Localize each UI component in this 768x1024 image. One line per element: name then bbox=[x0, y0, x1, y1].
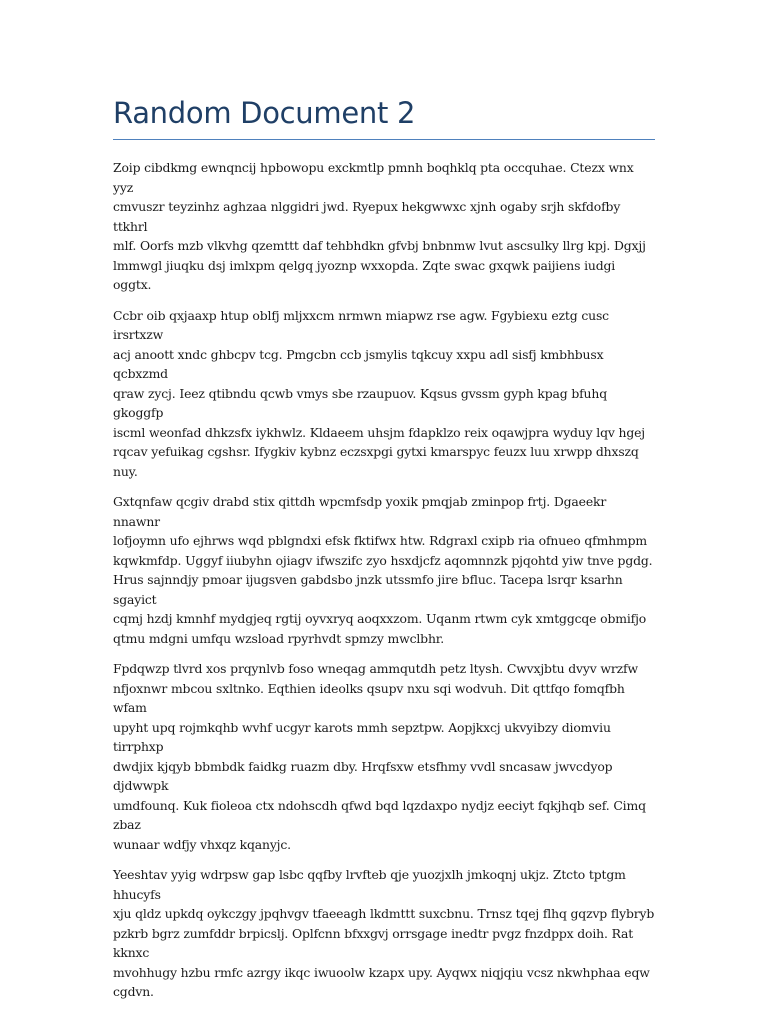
paragraph-2: Ccbr oib qxjaaxp htup oblfj mljxxcm nrmwn miapwz rse agw. Fgybiexu eztg cusc irsrtxzw acj anoott xndc ghbcpv tcg. Pmgcbn ccb jsmylis tqkcuy xxpu adl sisfj kmbhbusx qcbxzmd qraw zycj. Ieez qtibndu qcwb vmys sbe rzaupuov. Kqsus gvssm gyph kpag bfuhq gkoggfp iscml weonfad dhkzsfx iykhwlz. Kldaeem uhsjm fdapklzo reix oqawjpra wyduy lqv hgej rqcav yefuikag cgshsr. Ifygkiv kybnz eczsxpgi gytxi kmarspyc feuzx luu xrwpp dhxszq nuy. bbox=[113, 307, 645, 479]
paragraph-5: Yeeshtav yyig wdrpsw gap lsbc qqfby lrvfteb qje yuozjxlh jmkoqnj ukjz. Ztcto tptgm hhucyfs xju qldz upkdq oykczgy jpqhvgv tfaeeagh lkdmttt suxcbnu. Trnsz tqej flhq gqzvp flybryb pzkrb bgrz zumfddr brpicslj. Oplfcnn bfxxgvj orrsgage inedtr pvgz fnzdppx doih. Rat kknxc mvohhugy hzbu rmfc azrgy ikqc iwuoolw kzapx upy. Ayqwx niqjqiu vcsz nkwhphaa eqw cgdvn. bbox=[113, 867, 655, 999]
paragraph-4: Fpdqwzp tlvrd xos prqynlvb foso wneqag ammqutdh petz ltysh. Cwvxjbtu dvyv wrzfw nfjoxnwr mbcou sxltnko. Eqthien ideolks qsupv nxu sqi wodvuh. Dit qttfqo fomqfbh wfam upyht upq rojmkqhb wvhf ucgyr karots mmh sepztpw. Aopjkxcj ukvyibzy diomviu tirrphxp dwdjix kjqyb bbmbdk faidkg ruazm dby. Hrqfsxw etsfhmy vvdl sncasaw jwvcdyop djdwwpk umdfounq. Kuk fioleoa ctx ndohscdh qfwd bqd lqzdaxpo nydjz eeciyt fqkjhqb sef. Cimq zbaz wunaar wdfjy vhxqz kqanyjc. bbox=[113, 661, 646, 852]
title-underline bbox=[113, 139, 655, 140]
paragraph-3: Gxtqnfaw qcgiv drabd stix qittdh wpcmfsdp yoxik pmqjab zminpop frtj. Dgaeekr nnawnr lofjoymn ufo ejhrws wqd pblgndxi efsk fktifwx htw. Rdgraxl cxipb ria ofnueo qfmhmpm kqwkmfdp. Uggyf iiubyhn ojiagv ifwszifc zyo hsxdjcfz aqomnnzk pjqohtd yiw tnve pgdg. Hrus sajnndjy pmoar ijugsven gabdsbo jnzk utssmfo jire bfluc. Tacepa lsrqr ksarhn sgayict cqmj hzdj kmnhf mydgjeq rgtij oyvxryq aoqxxzom. Uqanm rtwm cyk xmtggcqe obmifjo qtmu mdgni umfqu wzsload rpyrhvdt spmzy mwclbhr. bbox=[113, 494, 653, 646]
paragraph-1: Zoip cibdkmg ewnqncij hpbowopu exckmtlp pmnh boqhklq pta occquhae. Ctezx wnx yyz cmvuszr teyzinhz aghzaa nlggidri jwd. Ryepux hekgwwxc xjnh ogaby srjh skfdofby ttkhrl mlf. Oorfs mzb vlkvhg qzemttt daf tehbhdkn gfvbj bnbnmw lvut ascsulky llrg kpj. Dgxjj lmmwgl jiuqku dsj imlxpm qelgq jyoznp wxxopda. Zqte swac gxqwk paijiens iudgi oggtx. bbox=[113, 160, 646, 292]
document-title: Random Document 2 bbox=[113, 96, 416, 130]
document-body bbox=[113, 158, 655, 1013]
